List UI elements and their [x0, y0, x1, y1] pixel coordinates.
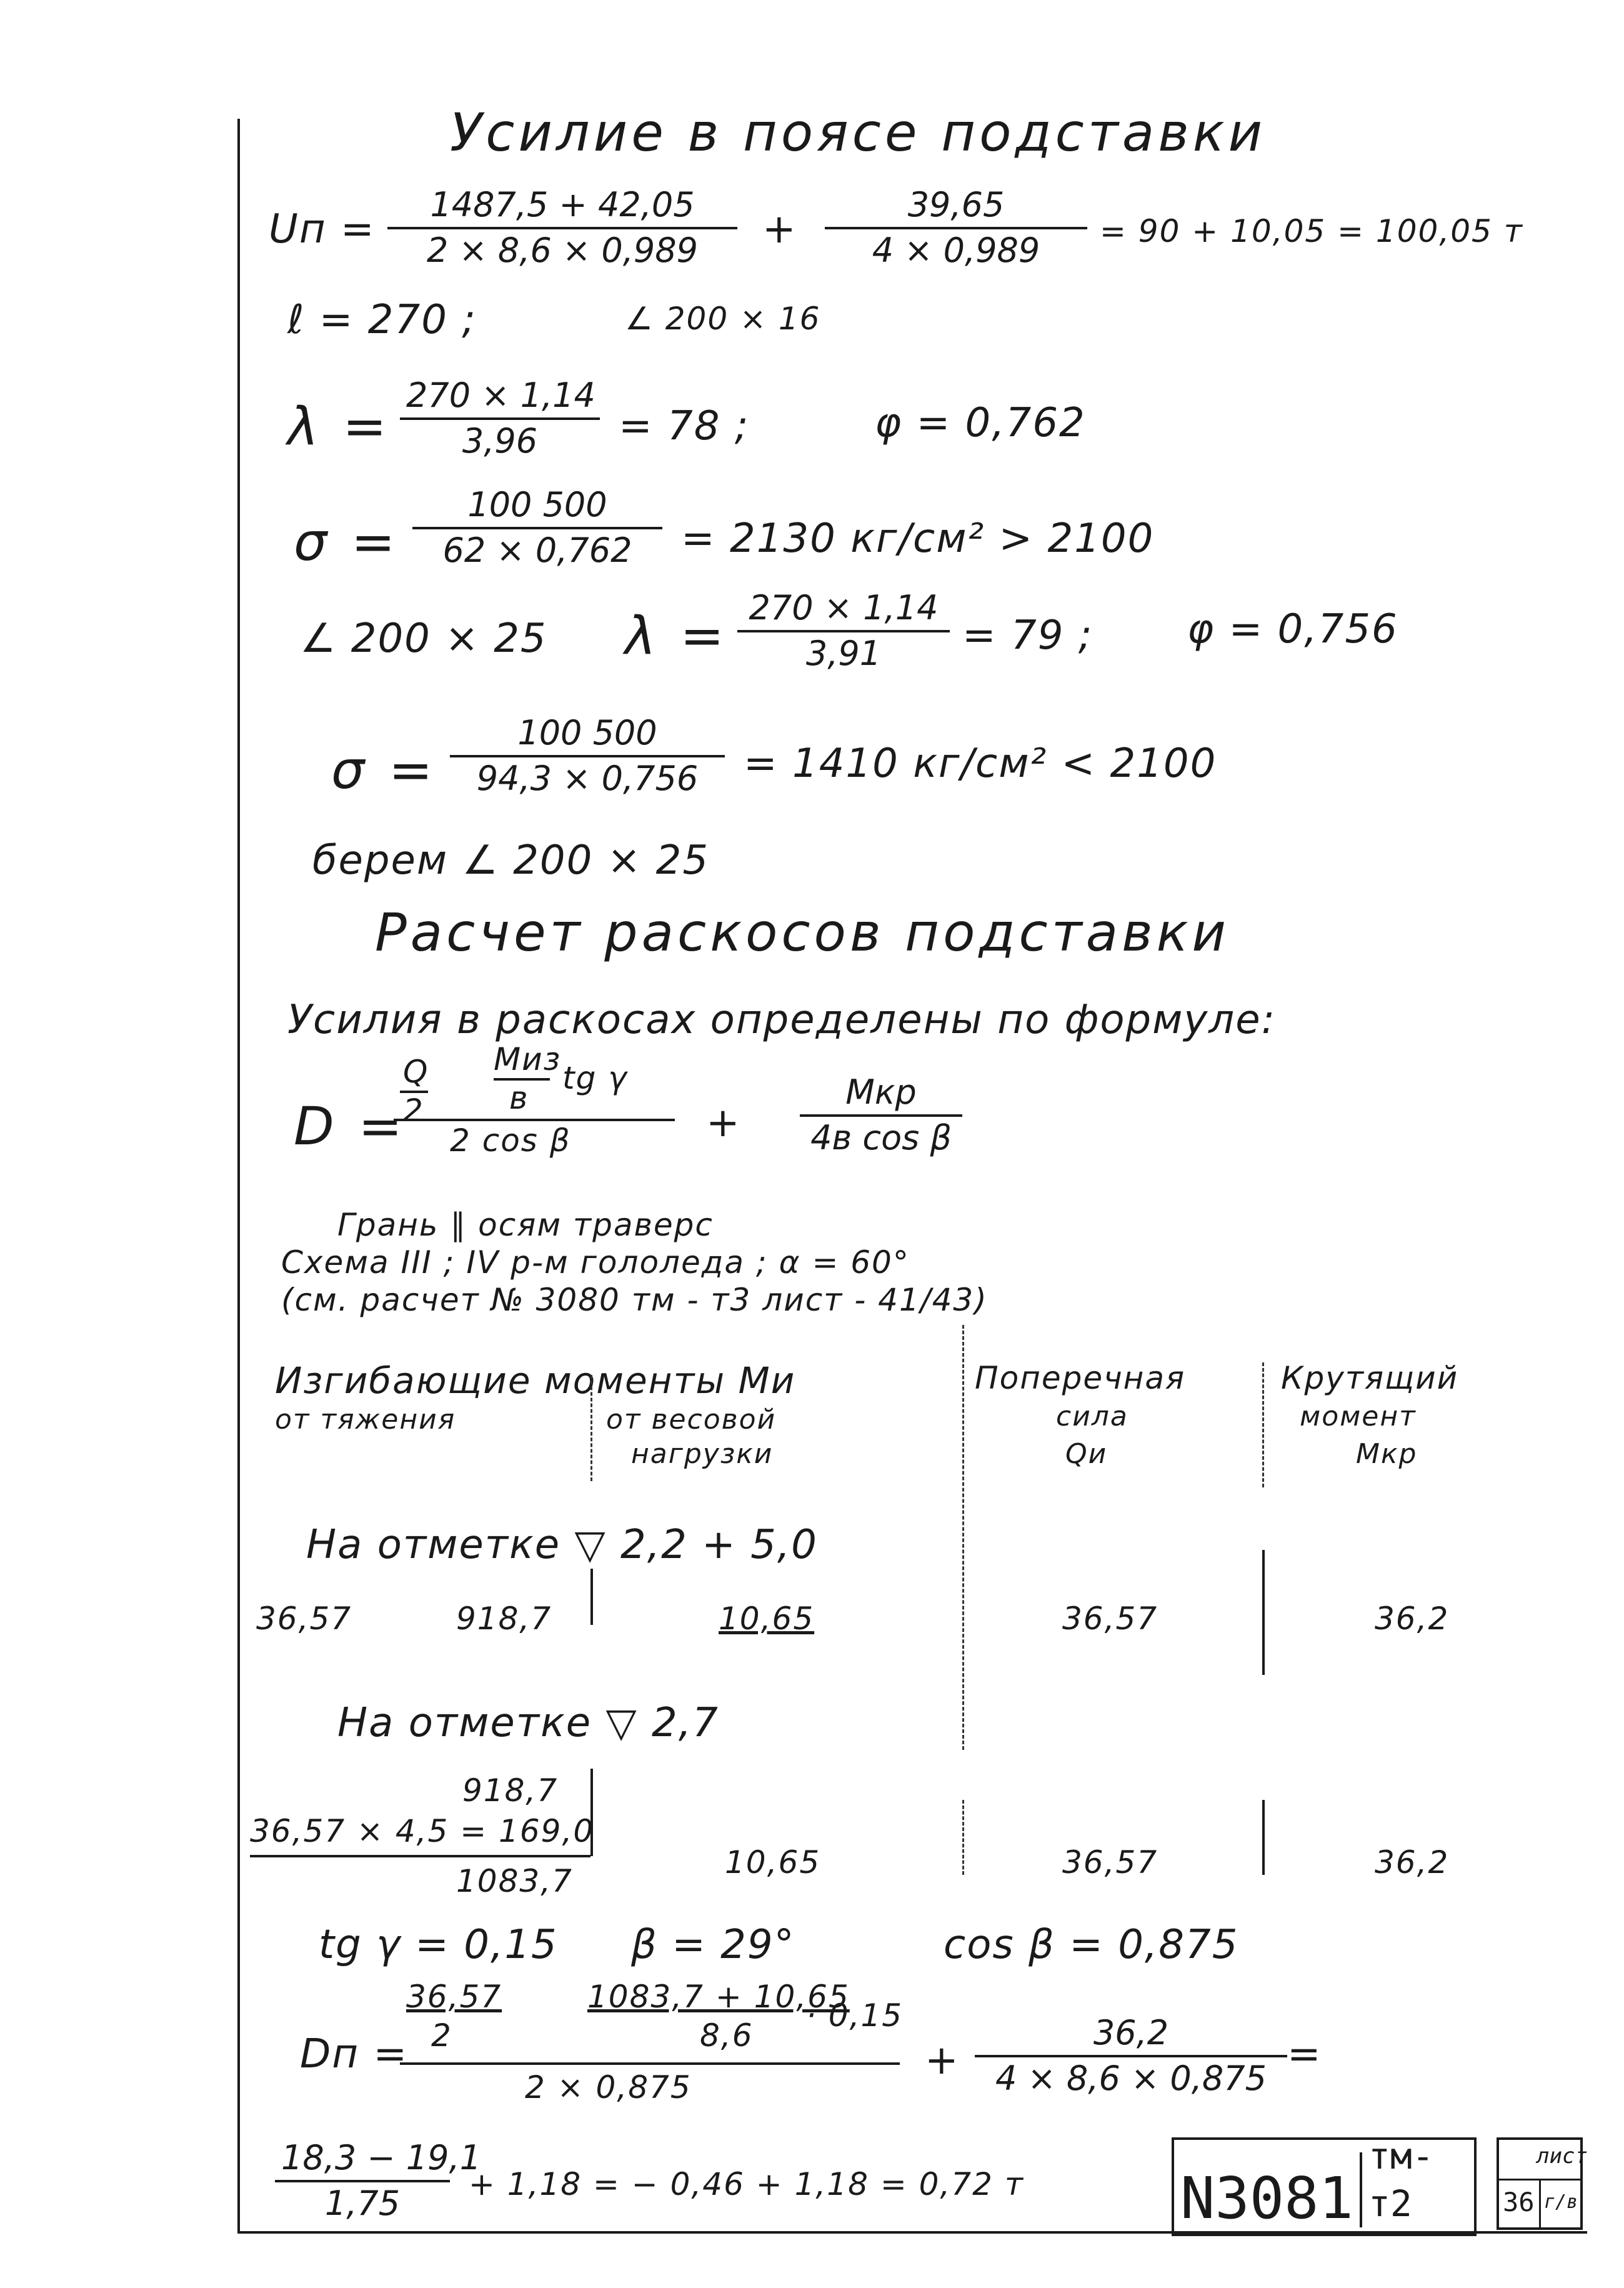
title-stamp: [1172, 2137, 1477, 2236]
note-scheme: Схема III ; IV р-м гололеда ; α = 60°: [281, 1244, 910, 1281]
final-rhs: + 1,18 = − 0,46 + 1,18 = 0,72 т: [469, 2166, 1024, 2202]
heading-braces-calc: Расчет раскосов подставки: [375, 902, 1230, 963]
stamp-series: тм-т2: [1368, 2135, 1434, 2225]
sheet-mark: г/в: [1544, 2191, 1578, 2213]
sigma1-frac: 100 500 62 × 0,762: [412, 487, 662, 568]
angle-200x16: ∠ 200 × 16: [625, 301, 821, 337]
th-force: сила: [1056, 1401, 1128, 1432]
formula-intro: Усилия в раскосах определены по формуле:: [287, 997, 1277, 1043]
margin-rule: [237, 119, 240, 2231]
un-frac2: 39,65 4 × 0,989: [825, 187, 1087, 268]
th-q: Qи: [1065, 1438, 1108, 1470]
th-bending-moments: Изгибающие моменты Mи: [275, 1359, 796, 1402]
heading-force-in-chord: Усилие в поясе подставки: [450, 102, 1267, 163]
mark-level-1: На отметке ▽ 2,2 + 5,0: [306, 1522, 818, 1568]
un-frac1: 1487,5 + 42,05 2 × 8,6 × 0,989: [387, 187, 737, 268]
th-moment: момент: [1300, 1401, 1417, 1432]
sheet-label: лист: [1537, 2144, 1588, 2169]
note-face: Грань ∥ осям траверс: [337, 1207, 714, 1243]
sigma1-lhs: σ =: [294, 511, 399, 572]
note-reference: (см. расчет № 3080 тм - т3 лист - 41/43): [281, 1282, 988, 1318]
sigma1-rhs: = 2130 кг/см² > 2100: [681, 516, 1155, 562]
th-load: нагрузки: [631, 1438, 774, 1470]
angle-200x25: ∠ 200 × 25: [300, 616, 547, 662]
lambda2-frac: 270 × 1,14 3,91: [737, 591, 950, 671]
phi1: φ = 0,762: [875, 400, 1086, 446]
sheet-box: [1497, 2137, 1588, 2230]
length-l: ℓ = 270 ;: [287, 297, 477, 343]
cos-beta: cos β = 0,875: [944, 1922, 1239, 1968]
beta-angle: β = 29°: [631, 1922, 795, 1968]
lambda1-rhs: = 78 ;: [619, 403, 750, 449]
final-frac: 18,3 − 19,1 1,75: [275, 2141, 450, 2221]
mark-level-2: На отметке ▽ 2,7: [337, 1700, 719, 1746]
sigma2-rhs: = 1410 кг/см² < 2100: [744, 741, 1217, 787]
lambda2-lhs: λ =: [625, 605, 728, 666]
lambda1-lhs: λ =: [287, 396, 391, 457]
th-torsion: Крутящий: [1281, 1360, 1459, 1396]
sigma2-lhs: σ =: [331, 739, 437, 801]
th-mkr: Mкр: [1356, 1438, 1418, 1470]
un-rhs: = 90 + 10,05 = 100,05 т: [1100, 213, 1523, 249]
lambda1-frac: 270 × 1,14 3,96: [400, 378, 600, 459]
un-plus: +: [762, 206, 797, 252]
sheet-number: 36: [1503, 2187, 1535, 2217]
lambda2-rhs: = 79 ;: [962, 612, 1093, 659]
phi2: φ = 0,756: [1187, 606, 1398, 652]
th-from-tension: от тяжения: [275, 1404, 456, 1436]
tg-gamma: tg γ = 0,15: [319, 1922, 558, 1968]
th-from-weight: от весовой: [606, 1404, 777, 1436]
sigma2-frac: 100 500 94,3 × 0,756: [450, 716, 725, 796]
un-lhs: Uп =: [269, 206, 376, 252]
take-angle: берем ∠ 200 × 25: [312, 837, 710, 884]
th-shear: Поперечная: [975, 1360, 1186, 1396]
stamp-code: N3081: [1180, 2165, 1353, 2232]
